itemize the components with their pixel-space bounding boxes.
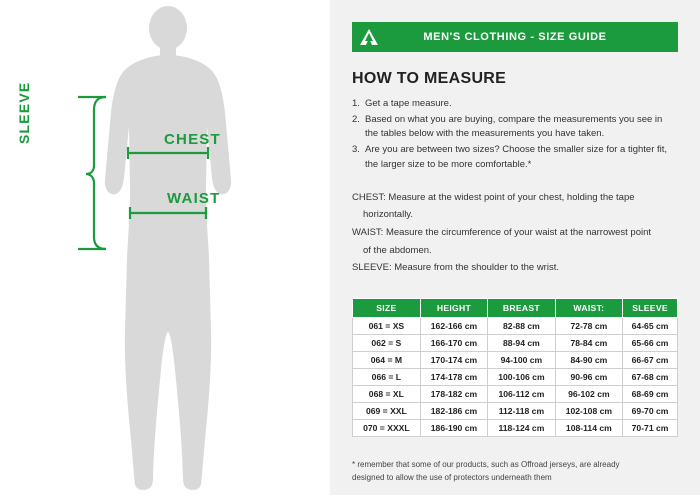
step-text: Are you are between two sizes? Choose the smaller size for a tighter fit, the larger size to be more comfortable.* (365, 144, 668, 170)
cell-size: 061 = XS (353, 318, 421, 335)
cell-height: 186-190 cm (420, 420, 487, 437)
table-row (353, 318, 678, 335)
column-header-sleeve: SLEEVE (623, 299, 678, 318)
cell-breast: 100-106 cm (488, 369, 555, 386)
table-row (353, 352, 678, 369)
cell-breast: 118-124 cm (488, 420, 555, 437)
waist-label: WAIST (167, 190, 221, 207)
chest-definition: CHEST: Measure at the widest point of your chest, holding the tape (352, 191, 635, 203)
cell-waist: 96-102 cm (555, 386, 622, 403)
cell-waist: 102-108 cm (555, 403, 622, 420)
sleeve-label: SLEEVE (16, 81, 32, 144)
table-header-row (353, 299, 678, 318)
cell-waist: 90-96 cm (555, 369, 622, 386)
cell-waist: 84-90 cm (555, 352, 622, 369)
waist-definition: WAIST: Measure the circumference of your waist at the narrowest point (352, 227, 652, 239)
chest-definition-cont: horizontally. (363, 209, 413, 221)
measure-steps-list (352, 97, 678, 173)
cell-height: 174-178 cm (420, 369, 487, 386)
cell-size: 070 = XXXL (353, 420, 421, 437)
cell-height: 166-170 cm (420, 335, 487, 352)
cell-waist: 78-84 cm (555, 335, 622, 352)
list-item (352, 113, 678, 142)
footnote-line-2: designed to allow the use of protectors underneath them (352, 472, 552, 482)
cell-sleeve: 64-65 cm (623, 318, 678, 335)
step-text: Get a tape measure. (365, 98, 452, 109)
step-text: Based on what you are buying, compare the measurements you see in the tables below with the measurements you have taken. (365, 113, 663, 140)
list-item (352, 97, 678, 112)
list-item (352, 143, 678, 172)
cell-size: 064 = M (353, 352, 421, 369)
guide-header (352, 22, 678, 52)
footnote (352, 459, 678, 485)
guide-header-title: MEN'S CLOTHING - SIZE GUIDE (423, 31, 607, 43)
table-row (353, 403, 678, 420)
cell-sleeve: 70-71 cm (623, 420, 678, 437)
cell-height: 182-186 cm (420, 403, 487, 420)
cell-height: 162-166 cm (420, 318, 487, 335)
size-guide-panel (330, 0, 700, 495)
cell-breast: 88-94 cm (488, 335, 555, 352)
step-number: 3. (352, 144, 360, 156)
sleeve-definition: SLEEVE: Measure from the shoulder to the wrist. (352, 262, 559, 274)
how-to-measure-title: HOW TO MEASURE (352, 70, 507, 87)
column-header-height: HEIGHT (420, 299, 487, 318)
cell-sleeve: 65-66 cm (623, 335, 678, 352)
cell-size: 062 = S (353, 335, 421, 352)
cell-height: 170-174 cm (420, 352, 487, 369)
cell-size: 068 = XL (353, 386, 421, 403)
table-row (353, 335, 678, 352)
waist-definition-cont: of the abdomen. (363, 244, 432, 256)
step-number: 2. (352, 113, 360, 125)
cell-breast: 112-118 cm (488, 403, 555, 420)
measurement-definitions (352, 191, 678, 277)
column-header-breast: BREAST (488, 299, 555, 318)
cell-height: 178-182 cm (420, 386, 487, 403)
cell-breast: 94-100 cm (488, 352, 555, 369)
cell-sleeve: 69-70 cm (623, 403, 678, 420)
human-body-diagram (0, 0, 330, 495)
cell-sleeve: 66-67 cm (623, 352, 678, 369)
column-header-waist: WAIST: (555, 299, 622, 318)
table-row (353, 386, 678, 403)
step-number: 1. (352, 98, 360, 109)
cell-waist: 72-78 cm (555, 318, 622, 335)
cell-breast: 82-88 cm (488, 318, 555, 335)
column-header-size: SIZE (353, 299, 421, 318)
body-figure-panel (0, 0, 330, 495)
cell-size: 066 = L (353, 369, 421, 386)
table-row (353, 369, 678, 386)
cell-sleeve: 68-69 cm (623, 386, 678, 403)
cell-sleeve: 67-68 cm (623, 369, 678, 386)
brand-logo-icon (352, 22, 386, 52)
cell-waist: 108-114 cm (555, 420, 622, 437)
footnote-line-1: * remember that some of our products, such as Offroad jerseys, are already (352, 460, 620, 470)
cell-breast: 106-112 cm (488, 386, 555, 403)
table-row (353, 420, 678, 437)
size-table (352, 298, 678, 437)
chest-label: CHEST (164, 131, 221, 148)
cell-size: 069 = XXL (353, 403, 421, 420)
